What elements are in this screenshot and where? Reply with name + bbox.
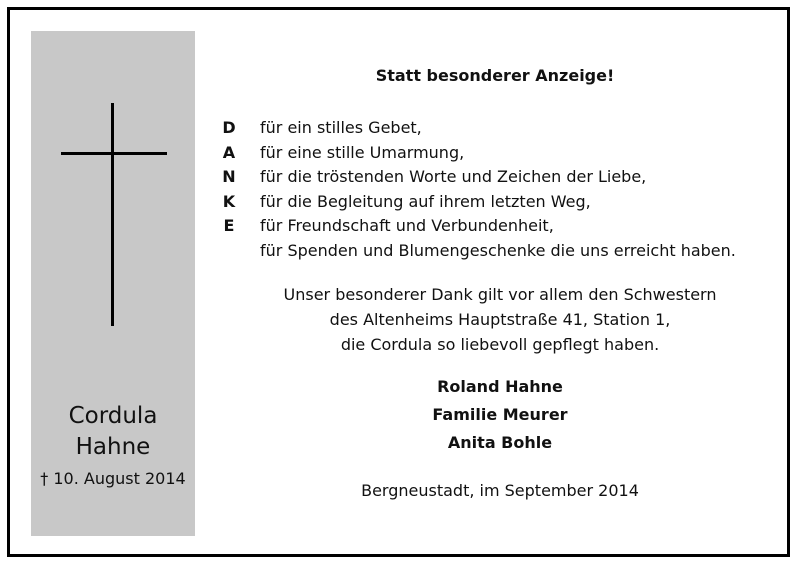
signer-name: Anita Bohle: [447, 433, 553, 452]
place-and-date: Bergneustadt, im September 2014: [361, 481, 639, 500]
deceased-first-name: Cordula: [68, 403, 158, 429]
special-thanks-line: Unser besonderer Dank gilt vor allem den Schwestern: [283, 285, 717, 304]
reason-line: für die tröstenden Worte und Zeichen der Liebe,: [260, 167, 647, 186]
death-date: † 10. August 2014: [40, 469, 186, 488]
notice-heading: [0, 66, 800, 86]
special-thanks-line: des Altenheims Hauptstraße 41, Station 1,: [329, 310, 671, 329]
danke-letter: E: [223, 216, 235, 235]
danke-letter: D: [222, 118, 236, 137]
cross-icon: [111, 103, 114, 326]
cross-icon-bar: [61, 152, 167, 155]
deceased-last-name: Hahne: [75, 434, 151, 460]
special-thanks-paragraph: [210, 282, 790, 357]
special-thanks-line: die Cordula so liebevoll gepflegt haben.: [340, 335, 660, 354]
thanks-reasons-list: [260, 116, 736, 263]
signer-name: Roland Hahne: [437, 377, 563, 396]
reason-line: für eine stille Umarmung,: [260, 142, 465, 162]
signer-name: Familie Meurer: [432, 405, 568, 424]
danke-letter: A: [222, 142, 236, 162]
reason-line: für die Begleitung auf ihrem letzten Weg,: [260, 191, 591, 211]
heading-text: Statt besonderer Anzeige!: [375, 66, 615, 85]
danke-acrostic: [215, 116, 243, 239]
reason-line: für Spenden und Blumengeschenke die uns erreicht haben.: [260, 240, 736, 260]
sidebar-panel: [31, 31, 195, 536]
signers-list: [210, 373, 790, 457]
danke-letter: N: [222, 167, 236, 186]
reason-line: für ein stilles Gebet,: [260, 118, 422, 137]
danke-letter: K: [222, 191, 236, 211]
reason-line: für Freundschaft und Verbundenheit,: [260, 216, 554, 235]
